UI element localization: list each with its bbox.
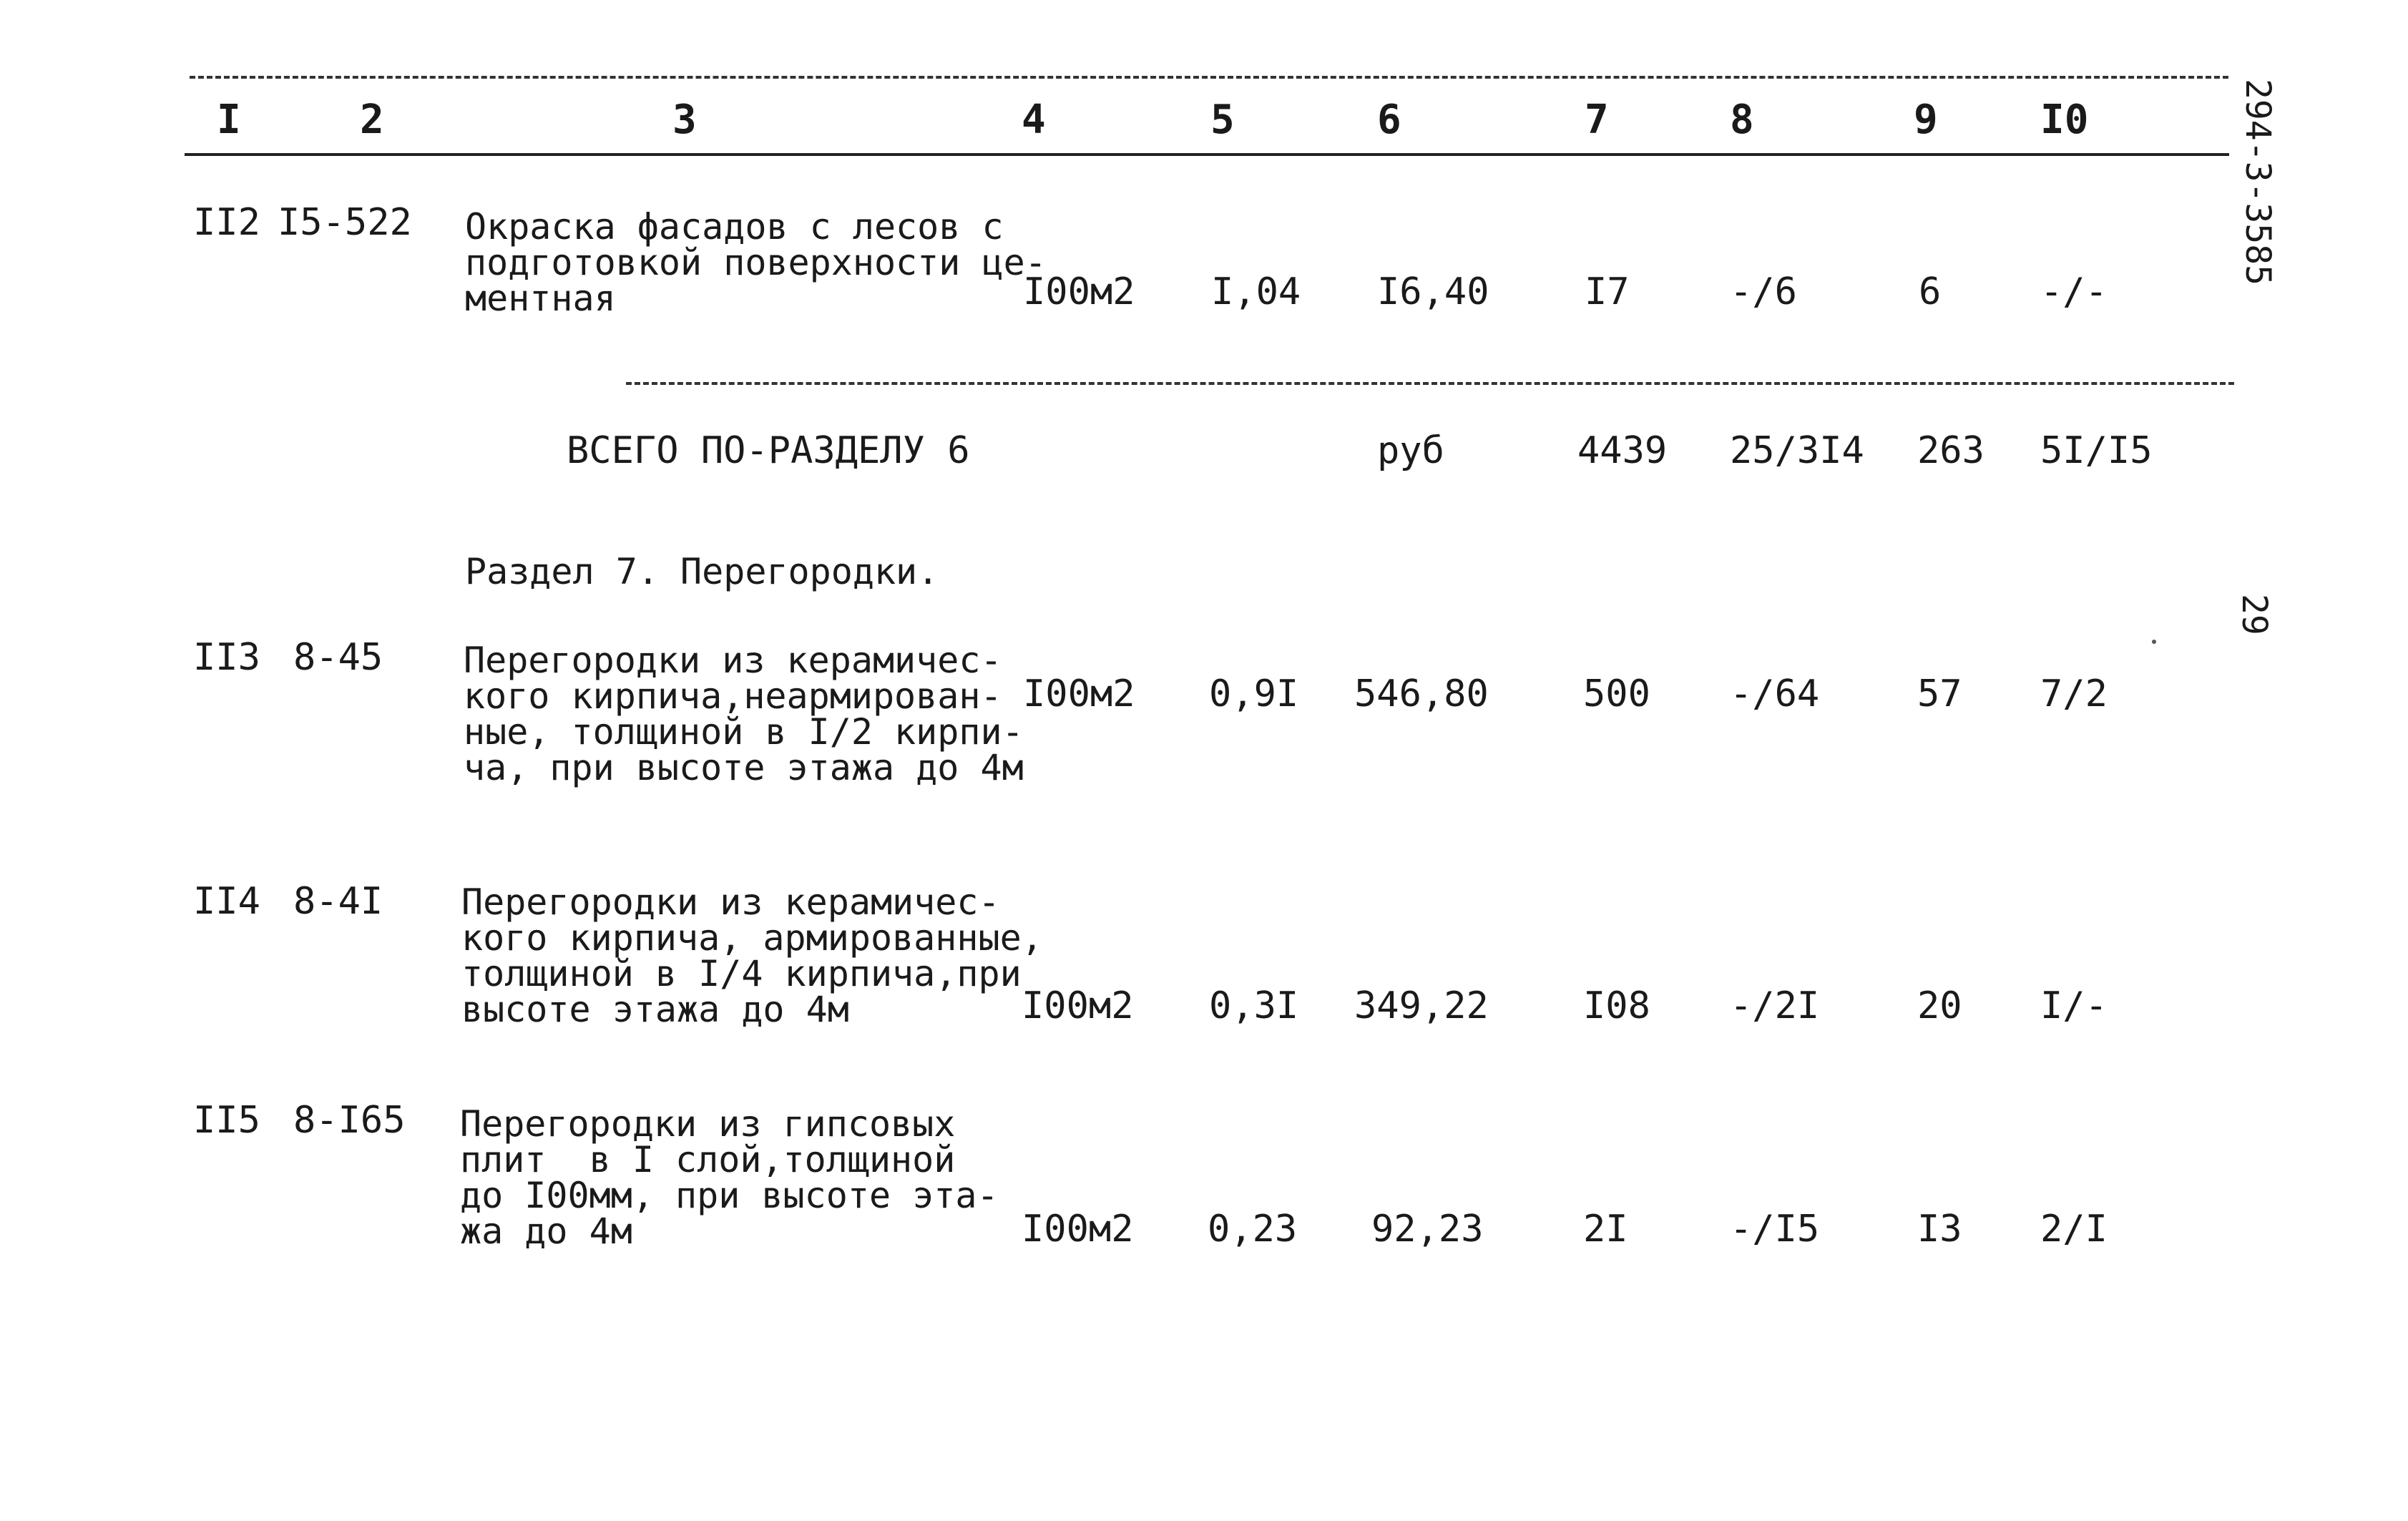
unit-price: I6,40 bbox=[1377, 270, 1489, 313]
row-number: II5 bbox=[193, 1099, 260, 1142]
work-description: Окраска фасадов с лесов с подготовкой поверхности це- ментная bbox=[465, 206, 1047, 319]
total-cost: 2I bbox=[1583, 1208, 1628, 1251]
col10-value: 7/2 bbox=[2040, 673, 2108, 715]
unit-price: 92,23 bbox=[1371, 1208, 1484, 1251]
col10-value: -/- bbox=[2040, 270, 2108, 313]
unit: I00м2 bbox=[1022, 1208, 1134, 1251]
work-description: Перегородки из керамичес- кого кирпича, армированные, толщиной в I/4 кирпича,при высоте этажа до 4м bbox=[461, 881, 1043, 1030]
col8-value: -/I5 bbox=[1730, 1208, 1820, 1251]
total-cost: I08 bbox=[1583, 984, 1650, 1027]
unit: I00м2 bbox=[1023, 673, 1135, 715]
norm-code: I5-522 bbox=[278, 201, 412, 244]
unit: I00м2 bbox=[1023, 270, 1135, 313]
col-header-7: 7 bbox=[1585, 97, 1609, 143]
col-header-6: 6 bbox=[1377, 97, 1401, 143]
col-header-1: I bbox=[217, 97, 241, 143]
total-cost: 500 bbox=[1583, 673, 1650, 715]
work-description: Перегородки из гипсовых плит в I слой,толщиной до I00мм, при высоте эта- жа до 4м bbox=[460, 1103, 999, 1252]
col9-value: 20 bbox=[1917, 984, 1962, 1027]
col8-value: -/6 bbox=[1730, 270, 1797, 313]
document-number: 294-3-3585 bbox=[2238, 79, 2278, 285]
quantity: 0,9I bbox=[1209, 673, 1299, 715]
col9-value: 57 bbox=[1917, 673, 1962, 715]
col-header-8: 8 bbox=[1730, 97, 1754, 143]
section-title: Раздел 7. Перегородки. bbox=[465, 551, 939, 592]
subtotal-total: 4439 bbox=[1577, 429, 1668, 472]
col9-value: 6 bbox=[1919, 270, 1942, 313]
unit-price: 349,22 bbox=[1354, 984, 1489, 1027]
total-cost: I7 bbox=[1585, 270, 1630, 313]
unit: I00м2 bbox=[1022, 984, 1134, 1027]
row-number: II3 bbox=[193, 636, 260, 679]
col8-value: -/2I bbox=[1730, 984, 1820, 1027]
norm-code: 8-45 bbox=[293, 636, 383, 679]
col-header-5: 5 bbox=[1210, 97, 1235, 143]
quantity: 0,3I bbox=[1209, 984, 1299, 1027]
norm-code: 8-4I bbox=[293, 880, 383, 923]
col-header-9: 9 bbox=[1914, 97, 1938, 143]
col10-value: I/- bbox=[2040, 984, 2108, 1027]
col-header-2: 2 bbox=[360, 97, 384, 143]
subtotal-label: ВСЕГО ПО-РАЗДЕЛУ 6 bbox=[567, 429, 970, 472]
header-rule bbox=[185, 153, 2229, 156]
page-number: 29 bbox=[2234, 594, 2274, 635]
row-number: II4 bbox=[193, 880, 260, 923]
unit-price: 546,80 bbox=[1354, 673, 1489, 715]
col8-value: -/64 bbox=[1730, 673, 1820, 715]
col-header-10: I0 bbox=[2040, 97, 2089, 143]
col-header-3: 3 bbox=[672, 97, 697, 143]
row-number: II2 bbox=[193, 201, 260, 244]
subtotal-col10: 5I/I5 bbox=[2040, 429, 2153, 472]
subtotal-rule bbox=[626, 382, 2234, 385]
page-mark bbox=[2152, 640, 2156, 644]
quantity: I,04 bbox=[1211, 270, 1301, 313]
col-header-4: 4 bbox=[1022, 97, 1046, 143]
top-rule bbox=[190, 76, 2228, 79]
quantity: 0,23 bbox=[1208, 1208, 1298, 1251]
subtotal-unit: руб bbox=[1377, 429, 1444, 472]
subtotal-col9: 263 bbox=[1917, 429, 1984, 472]
col10-value: 2/I bbox=[2040, 1208, 2108, 1251]
subtotal-col8: 25/3I4 bbox=[1730, 429, 1864, 472]
col9-value: I3 bbox=[1917, 1208, 1962, 1251]
norm-code: 8-I65 bbox=[293, 1099, 406, 1142]
work-description: Перегородки из керамичес- кого кирпича,неармирован- ные, толщиной в I/2 кирпи- ча, при высоте этажа до 4м bbox=[464, 640, 1024, 788]
